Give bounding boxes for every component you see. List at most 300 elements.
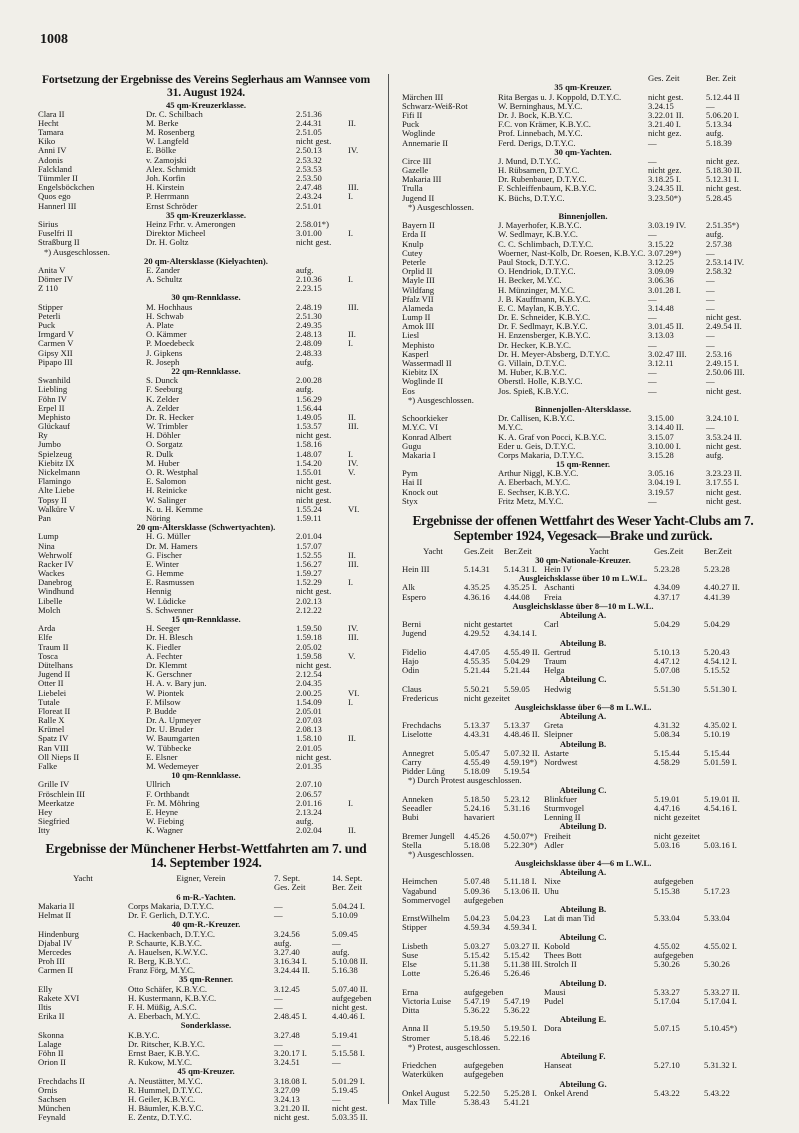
result-row — [38, 431, 374, 440]
footnote: *) Protest, ausgeschlossen. — [408, 1041, 501, 1052]
result-cell: Corps Makaria, D.T.Y.C. — [498, 449, 584, 460]
result-cell: Hannerl III — [38, 200, 77, 211]
result-cell: Pudel — [544, 995, 564, 1006]
result-cell: Gipsy XII — [38, 347, 73, 358]
result-cell: 3.01.00 — [296, 228, 322, 239]
result-cell: 4.31.32 — [654, 720, 680, 731]
right-column — [402, 74, 764, 1107]
result-cell — [348, 587, 374, 596]
result-cell: 5.23.28 — [704, 564, 730, 575]
result-cell: 2.51.01 — [296, 200, 322, 211]
page-number: 1008 — [40, 32, 68, 47]
result-row — [38, 413, 374, 422]
result-cell: Irmgard V — [38, 329, 74, 340]
result-cell: aufg. — [296, 264, 314, 275]
result-cell: 5.30.26 — [704, 959, 730, 970]
result-cell: 1.53.57 — [296, 421, 322, 432]
result-cell: Mayle III — [402, 275, 435, 286]
result-cell: Hedwig — [544, 683, 572, 694]
result-cell: Nordwest — [544, 757, 578, 768]
result-cell: Dora — [544, 1023, 562, 1034]
result-cell — [348, 486, 374, 495]
result-cell: — — [706, 422, 715, 433]
result-cell: R. Joseph — [146, 356, 180, 367]
result-cell: Hai II — [402, 477, 423, 488]
result-cell: aufgegeben — [464, 894, 504, 905]
result-cell: Dütelhans — [38, 659, 73, 670]
result-cell: Lenning II — [544, 812, 581, 823]
result-cell: 5.18.30 II. — [706, 165, 742, 176]
header-ber-zeit: Ber.Zeit — [704, 545, 732, 556]
result-cell: Anni IV — [38, 145, 67, 156]
result-cell — [544, 1098, 654, 1107]
result-cell: Liesl — [402, 330, 420, 341]
result-row — [38, 569, 374, 578]
result-cell — [348, 514, 374, 523]
result-cell: 3.13.03 — [648, 330, 674, 341]
result-cell: 4.55.02 — [654, 940, 680, 951]
result-cell: V. — [348, 467, 356, 477]
result-cell: nicht gestartet — [464, 619, 513, 630]
result-cell: 3.24.51 — [274, 1057, 300, 1068]
result-cell: Hein III — [402, 564, 430, 575]
result-cell: 5.22.16 — [504, 1032, 530, 1043]
result-cell: nicht gest. — [706, 440, 742, 451]
result-cell: 2.51.35*) — [706, 220, 739, 231]
result-row — [38, 597, 374, 606]
result-cell: aufg. — [296, 356, 314, 367]
result-cell: W. Sedlmayr, K.B.Y.C. — [498, 229, 578, 240]
result-cell: Dr. Klemmt — [146, 659, 188, 670]
result-cell: I. — [348, 228, 354, 239]
result-row — [38, 587, 374, 596]
result-cell — [654, 1070, 704, 1079]
result-cell: 1.58.10 — [296, 733, 322, 744]
result-cell: Pfalz VII — [402, 293, 434, 304]
result-cell: 5.10.45*) — [704, 1023, 737, 1034]
result-cell: 2.13.24 — [296, 806, 322, 817]
result-cell: 5.21.44 — [504, 665, 530, 676]
result-cell: Schoorkieker — [402, 413, 448, 424]
result-cell: Hecht — [38, 117, 59, 128]
result-cell: 5.18.39 — [706, 137, 732, 148]
result-cell: nicht gest. — [296, 430, 332, 441]
result-cell: aufgegeben — [332, 992, 372, 1003]
result-cell: M. Rosenberg — [146, 127, 195, 138]
result-cell: Heinz Frhr. v. Amerongen — [146, 218, 236, 229]
result-cell: H. Enzensberger, K.B.Y.C. — [498, 330, 591, 341]
result-cell: — — [274, 910, 283, 921]
result-cell: Floreat II — [38, 705, 71, 716]
result-cell: nicht gest. — [706, 183, 742, 194]
result-cell: Wackes — [38, 568, 65, 579]
muenchen-results-continued — [402, 83, 764, 506]
result-row — [402, 685, 764, 694]
result-cell: 5.22.30*) — [504, 839, 537, 850]
result-cell: A. Schultz — [146, 274, 183, 285]
class-heading: Binnenjollen-Altersklasse. — [534, 403, 632, 414]
result-cell: 2.58.32 — [706, 266, 732, 277]
result-cell: nicht gest. — [706, 312, 742, 323]
result-row — [38, 505, 374, 514]
class-heading: Sonderklasse. — [180, 1020, 232, 1031]
result-cell: IV. — [348, 623, 359, 634]
result-cell: 3.14.48 — [648, 302, 674, 313]
result-cell: Tümmler II — [38, 173, 78, 183]
result-cell: Alex. Schmidt — [146, 163, 196, 174]
result-cell: H. Rübsamen, D.T.Y.C. — [498, 165, 580, 176]
result-cell — [348, 532, 374, 541]
footnote: *) Ausgeschlossen. — [408, 394, 474, 405]
result-cell: F. Seeburg — [146, 384, 183, 395]
result-row — [38, 725, 374, 734]
result-cell: 5.38.43 — [464, 1096, 490, 1107]
result-cell — [654, 694, 704, 703]
header-yacht: Yacht — [423, 545, 443, 556]
result-row — [38, 1077, 374, 1086]
result-cell: I. — [348, 191, 354, 202]
class-heading: Ausgleichsklasse über 4—6 m L.W.L. — [514, 858, 652, 869]
result-cell: — — [648, 293, 657, 304]
result-cell — [348, 238, 374, 247]
result-cell: nicht gest. — [296, 476, 332, 487]
result-cell: 5.27.10 — [654, 1060, 680, 1071]
result-cell: Danebrog — [38, 577, 72, 588]
result-cell: 2.47.48 — [296, 182, 322, 193]
result-row — [38, 930, 374, 939]
result-cell: 5.06.20 I. — [706, 109, 739, 120]
result-row — [38, 1095, 374, 1104]
result-cell: Nina — [38, 540, 55, 551]
result-cell: 5.11.38 — [464, 959, 490, 970]
result-cell: 5.07.40 II. — [332, 983, 368, 994]
result-cell: 3.01.45 II. — [648, 321, 684, 332]
result-cell: 5.47.19 — [464, 995, 490, 1006]
result-cell: 5.33.27 — [654, 986, 680, 997]
result-cell: Anna II — [402, 1023, 429, 1034]
result-cell: Arthur Niggl, K.B.Y.C. — [498, 468, 579, 479]
result-cell: 5.12.31 I. — [706, 174, 739, 185]
result-cell: W. Berninghaus, M.Y.C. — [498, 100, 583, 111]
result-cell: 5.01.29 I. — [332, 1075, 365, 1086]
result-cell: Skonna — [38, 1029, 64, 1040]
result-cell: H. A. v. Bary jun. — [146, 678, 207, 689]
result-cell: Tosca — [38, 650, 58, 661]
result-cell: G. Hemme — [146, 568, 184, 579]
result-cell: Frechdachs — [402, 720, 442, 731]
result-cell: 5.33.04 — [654, 913, 680, 924]
result-cell: Engelsböckchen — [38, 182, 95, 193]
result-cell: E. Winter — [146, 558, 179, 569]
result-cell: aufgegeben — [464, 986, 504, 997]
result-row — [402, 620, 764, 629]
result-cell: Fifi II — [402, 109, 423, 120]
result-cell: K. Wagner — [146, 825, 183, 836]
result-cell: Stipper — [38, 301, 63, 312]
result-cell: E. Elsner — [146, 751, 178, 762]
result-cell: III. — [348, 421, 359, 432]
result-cell: — — [648, 229, 657, 240]
result-cell: Thees Bott — [544, 949, 582, 960]
result-cell: Topsy II — [38, 494, 67, 505]
result-cell: 5.23.28 — [654, 564, 680, 575]
result-cell: 4.50.07*) — [504, 830, 537, 841]
result-cell: Sturmvogel — [544, 802, 585, 813]
result-cell: 3.18.08 I. — [274, 1075, 307, 1086]
result-cell: Spielzeug — [38, 448, 72, 459]
result-cell: Ornis — [38, 1084, 58, 1095]
result-cell: E. Bölke — [146, 145, 177, 156]
result-cell: VI. — [348, 503, 360, 514]
result-cell: P. Moedebeck — [146, 338, 195, 349]
result-cell: 4.34.14 I. — [504, 628, 537, 639]
result-row — [38, 1003, 374, 1012]
result-row — [38, 404, 374, 413]
class-heading: Abteilung C. — [559, 674, 607, 685]
result-cell: Ditta — [402, 1005, 420, 1016]
result-cell: 4.35.02 I. — [704, 720, 737, 731]
weser-results — [402, 556, 764, 1107]
result-cell: Wildfang — [402, 284, 435, 295]
result-row — [38, 826, 374, 835]
result-cell: — — [648, 495, 657, 506]
result-cell — [704, 1034, 754, 1043]
class-heading: 20 qm-Altersklasse (Schwertyachten). — [136, 522, 276, 533]
result-cell: Dr. Ritscher, K.B.Y.C. — [128, 1038, 205, 1049]
result-cell: Circe III — [402, 155, 432, 166]
result-cell: Helga — [544, 665, 565, 676]
result-cell: ErnstWilhelm — [402, 913, 450, 924]
result-cell: 4.35.25 I. — [504, 582, 537, 593]
result-cell: Liebelei — [38, 687, 67, 698]
result-cell: 2.05.01 — [296, 705, 322, 716]
result-cell: 3.22.01 II. — [648, 109, 684, 120]
result-row — [38, 119, 374, 128]
result-cell: 5.11.38 III. — [504, 959, 543, 970]
result-cell: 3.15.28 — [648, 449, 674, 460]
result-cell: aufg. — [274, 937, 292, 948]
result-cell: III. — [348, 558, 359, 569]
result-cell: 1.59.18 — [296, 632, 322, 643]
result-cell: 2.48.19 — [296, 301, 322, 312]
result-cell: Jumbo — [38, 439, 61, 450]
result-cell: Clara II — [38, 108, 65, 119]
result-cell: 4.55.02 I. — [704, 940, 737, 951]
result-cell: München — [38, 1103, 71, 1114]
result-cell: Dr. U. Bruder — [146, 724, 194, 735]
result-cell — [504, 1061, 544, 1070]
result-row — [402, 1089, 764, 1098]
result-cell: 5.10.19 — [704, 729, 730, 740]
result-cell: 2.02.13 — [296, 595, 322, 606]
result-cell: Erika II — [38, 1011, 65, 1022]
result-row — [38, 349, 374, 358]
result-cell: 4.59.34 — [464, 922, 490, 933]
result-cell: 2.48.13 — [296, 329, 322, 340]
result-cell: havariert — [464, 812, 495, 823]
result-cell: Märchen III — [402, 91, 444, 102]
result-cell: Waterküken — [402, 1069, 444, 1080]
result-cell: Dr. F. Sedlmayr, K.B.Y.C. — [498, 321, 588, 332]
result-cell: Jugend — [402, 628, 427, 639]
result-cell — [348, 128, 374, 137]
result-cell — [348, 716, 374, 725]
result-cell: Sachsen — [38, 1093, 67, 1104]
result-cell: Fuselfri II — [38, 228, 73, 239]
result-cell: Bayern II — [402, 220, 435, 231]
result-cell: IV. — [348, 145, 359, 156]
result-cell: Styx — [402, 495, 418, 506]
result-cell: 4.47.05 — [464, 646, 490, 657]
result-cell: 4.55.49 — [464, 757, 490, 768]
result-cell: nicht gest. — [296, 136, 332, 147]
result-cell: A. Plate — [146, 320, 174, 330]
result-cell: Otto Schäfer, K.B.Y.C. — [128, 983, 207, 994]
header-eigner: Eigner, Verein — [176, 872, 226, 883]
result-cell: — — [706, 247, 715, 258]
result-cell: 3.24.35 II. — [648, 183, 684, 194]
result-cell: Vagabund — [402, 885, 437, 896]
result-cell: nicht gest. — [332, 1002, 368, 1013]
result-cell: 3.21.20 II. — [274, 1103, 310, 1114]
result-cell — [348, 284, 374, 293]
result-row — [402, 887, 764, 896]
result-cell: Orion II — [38, 1057, 66, 1068]
result-cell: — — [706, 293, 715, 304]
result-cell: 5.20.43 — [704, 646, 730, 657]
result-cell: Kobold — [544, 940, 570, 951]
result-cell: H. Seeger — [146, 623, 180, 634]
result-cell: 5.17.04 I. — [704, 995, 737, 1006]
result-cell: 4.43.31 — [464, 729, 490, 740]
result-cell: Uhu — [544, 885, 559, 896]
result-cell: Nickelmann — [38, 467, 80, 477]
result-cell: W. Tübbecke — [146, 742, 192, 753]
result-cell: 1.54.20 — [296, 457, 322, 468]
result-row — [38, 330, 374, 339]
result-cell: Bremer Jungell — [402, 830, 455, 841]
result-cell: Lalage — [38, 1038, 62, 1049]
result-cell: 3.23.50*) — [648, 192, 681, 203]
result-cell: Onkel Arend — [544, 1087, 589, 1098]
result-cell: — — [274, 1038, 283, 1049]
result-cell — [348, 597, 374, 606]
result-cell: Z 110 — [38, 283, 58, 294]
result-cell: 5.08.34 — [654, 729, 680, 740]
result-cell — [654, 1006, 704, 1015]
result-cell: 2.23.15 — [296, 283, 322, 294]
result-row — [38, 339, 374, 348]
result-cell: Trulla — [402, 183, 423, 194]
result-cell: 1.57.07 — [296, 540, 322, 551]
result-cell: Lat di man Tid — [544, 913, 595, 924]
result-cell: 2.00.25 — [296, 687, 322, 698]
result-row — [38, 661, 374, 670]
result-cell: Hajo — [402, 655, 419, 666]
class-heading: Abteilung D. — [559, 821, 607, 832]
result-cell — [348, 165, 374, 174]
result-cell: Sommervogel — [402, 894, 451, 905]
result-cell: Konrad Albert — [402, 431, 452, 442]
result-cell: Carmen V — [38, 338, 74, 349]
result-cell: F. Schleiffenbaum, K.B.Y.C. — [498, 183, 597, 194]
class-heading: 35 qm-Kreuzer. — [554, 82, 612, 93]
class-heading: Abteilung F. — [560, 1051, 606, 1062]
result-cell: Falckland — [38, 163, 72, 174]
result-cell: 5.04.29 — [704, 619, 730, 630]
result-cell: Ralle X — [38, 715, 65, 726]
result-cell: Alte Liebe — [38, 485, 75, 496]
result-cell: 3.19.57 — [648, 486, 674, 497]
result-cell: 5.07.15 — [654, 1023, 680, 1034]
result-cell: 3.27.40 — [274, 946, 300, 957]
result-cell: nicht gest. — [332, 1103, 368, 1114]
result-cell: M.Y.C. VI — [402, 422, 438, 433]
result-cell: M. Huber — [146, 457, 180, 468]
result-cell: Strolch II — [544, 959, 577, 970]
result-cell: M. Berke — [146, 117, 179, 128]
result-cell: G. Villain, D.T.Y.C. — [498, 358, 567, 369]
result-row — [402, 804, 764, 813]
result-cell: F. Milsow — [146, 696, 181, 707]
result-cell: Odin — [402, 665, 420, 676]
result-cell: K. Fiedler — [146, 641, 181, 652]
left-column — [38, 74, 374, 1122]
result-cell: 4.35.25 — [464, 582, 490, 593]
result-cell: 4.47.16 — [654, 802, 680, 813]
result-cell: — — [332, 937, 341, 948]
result-cell: 3.24.10 I. — [706, 413, 739, 424]
result-cell: Dr. C. Schilbach — [146, 108, 203, 119]
result-cell: 1.55.01 — [296, 467, 322, 477]
result-cell: Alk — [402, 582, 415, 593]
result-cell: 5.25.28 I. — [504, 1087, 537, 1098]
result-cell: Glückauf — [38, 421, 70, 432]
result-cell: Lump — [38, 531, 59, 542]
result-cell: Kasperl — [402, 348, 429, 359]
result-cell: III. — [348, 301, 359, 312]
result-cell: Pipapo III — [38, 356, 73, 367]
result-cell: 5.43.22 — [654, 1087, 680, 1098]
result-cell: 5.17.04 — [654, 995, 680, 1006]
result-row — [38, 817, 374, 826]
result-cell: I. — [348, 797, 354, 808]
result-cell — [544, 1034, 654, 1043]
result-cell: 5.10.13 — [654, 646, 680, 657]
result-cell: Sirius — [38, 218, 59, 229]
result-cell — [654, 969, 704, 978]
result-cell: Orplid II — [402, 266, 433, 277]
result-row — [38, 698, 374, 707]
result-cell: 1.59.50 — [296, 623, 322, 634]
result-cell: 5.03.16 I. — [704, 839, 737, 850]
muenchen-title: Ergebnisse der Münchener Herbst-Wettfahrten am 7. und 14. September 1924. — [45, 840, 367, 871]
result-cell: 5.19.41 — [332, 1029, 358, 1040]
result-cell: 1.55.24 — [296, 503, 322, 514]
result-cell: 2.43.24 — [296, 191, 322, 202]
result-cell: Cutey — [402, 247, 423, 258]
result-cell: nicht gezeitet — [654, 830, 701, 841]
class-heading: 15 qm-Rennklasse. — [171, 614, 241, 624]
result-cell: 2.48.33 — [296, 347, 322, 358]
result-cell: nicht gest. — [296, 494, 332, 505]
result-cell: nicht gezeitet — [654, 812, 701, 823]
result-cell: 3.12.45 — [274, 983, 300, 994]
result-cell: — — [274, 1002, 283, 1013]
result-cell: nicht gest. — [706, 486, 742, 497]
header-ges-zeit: Ges. Zeit — [648, 73, 680, 83]
result-cell: Erna — [402, 986, 419, 997]
